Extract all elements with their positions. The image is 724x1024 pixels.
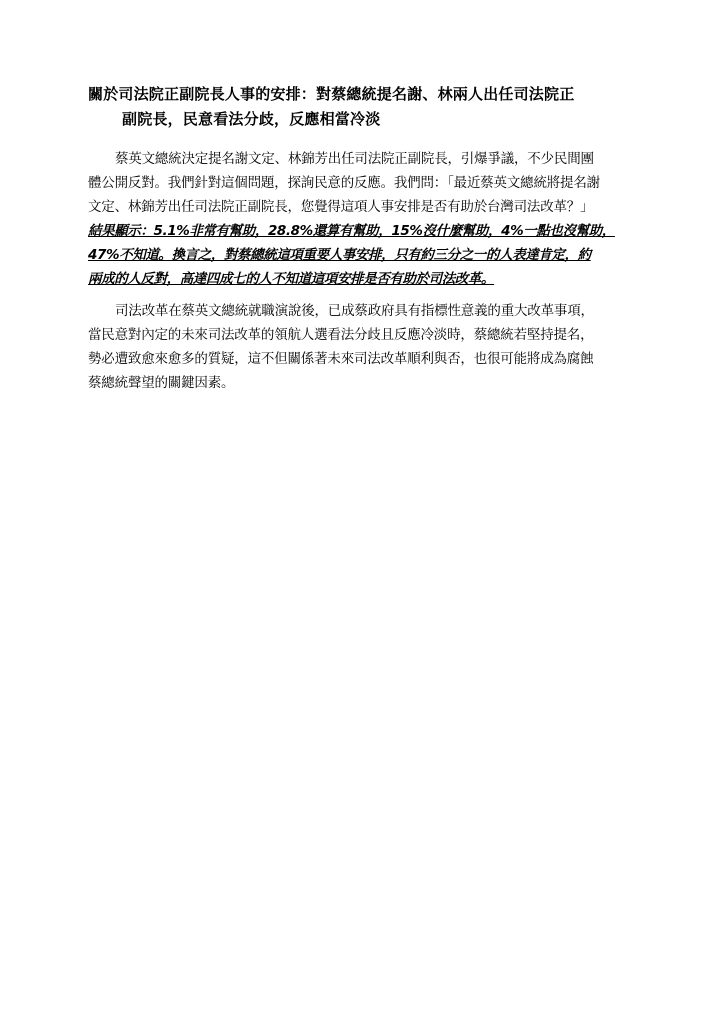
- title-line-2: 副院長，民意看法分歧，反應相當冷淡: [122, 110, 381, 128]
- emphasized-result-line: 兩成的人反對，高達四成七的人不知道這項安排是否有助於司法改革。: [88, 271, 495, 287]
- paragraph-line: 體公開反對。我們針對這個問題，探詢民意的反應。我們問：「最近蔡英文總統將提名謝: [88, 175, 600, 191]
- paragraph-line: 司法改革在蔡英文總統就職演說後，已成蔡政府具有指標性意義的重大改革事項，: [115, 303, 594, 319]
- paragraph-line: 蔡英文總統決定提名謝文定、林錦芳出任司法院正副院長，引爆爭議，不少民間團: [115, 151, 594, 167]
- emphasized-result-line: 結果顯示：5.1%非常有幫助，28.8%還算有幫助，15%沒什麼幫助，4%一點也沒幫助，: [88, 223, 615, 239]
- paragraph-line: 文定、林錦芳出任司法院正副院長，您覺得這項人事安排是否有助於台灣司法改革？」: [88, 199, 594, 215]
- paragraph-line: 勢必遭致愈來愈多的質疑，這不但關係著未來司法改革順利與否，也很可能將成為腐蝕: [88, 351, 594, 367]
- paragraph-line: 當民意對內定的未來司法改革的領航人選看法分歧且反應冷淡時，蔡總統若堅持提名，: [88, 327, 594, 343]
- paragraph-line: 蔡總統聲望的關鍵因素。: [88, 375, 235, 391]
- paragraph-survey-results: [88, 147, 640, 291]
- paragraph-commentary: [88, 299, 640, 395]
- document-title: [88, 82, 648, 132]
- title-line-1: 關於司法院正副院長人事的安排：對蔡總統提名謝、林兩人出任司法院正: [88, 85, 575, 103]
- emphasized-result-line: 47%不知道。換言之，對蔡總統這項重要人事安排，只有約三分之一的人表達肯定，約: [88, 247, 591, 263]
